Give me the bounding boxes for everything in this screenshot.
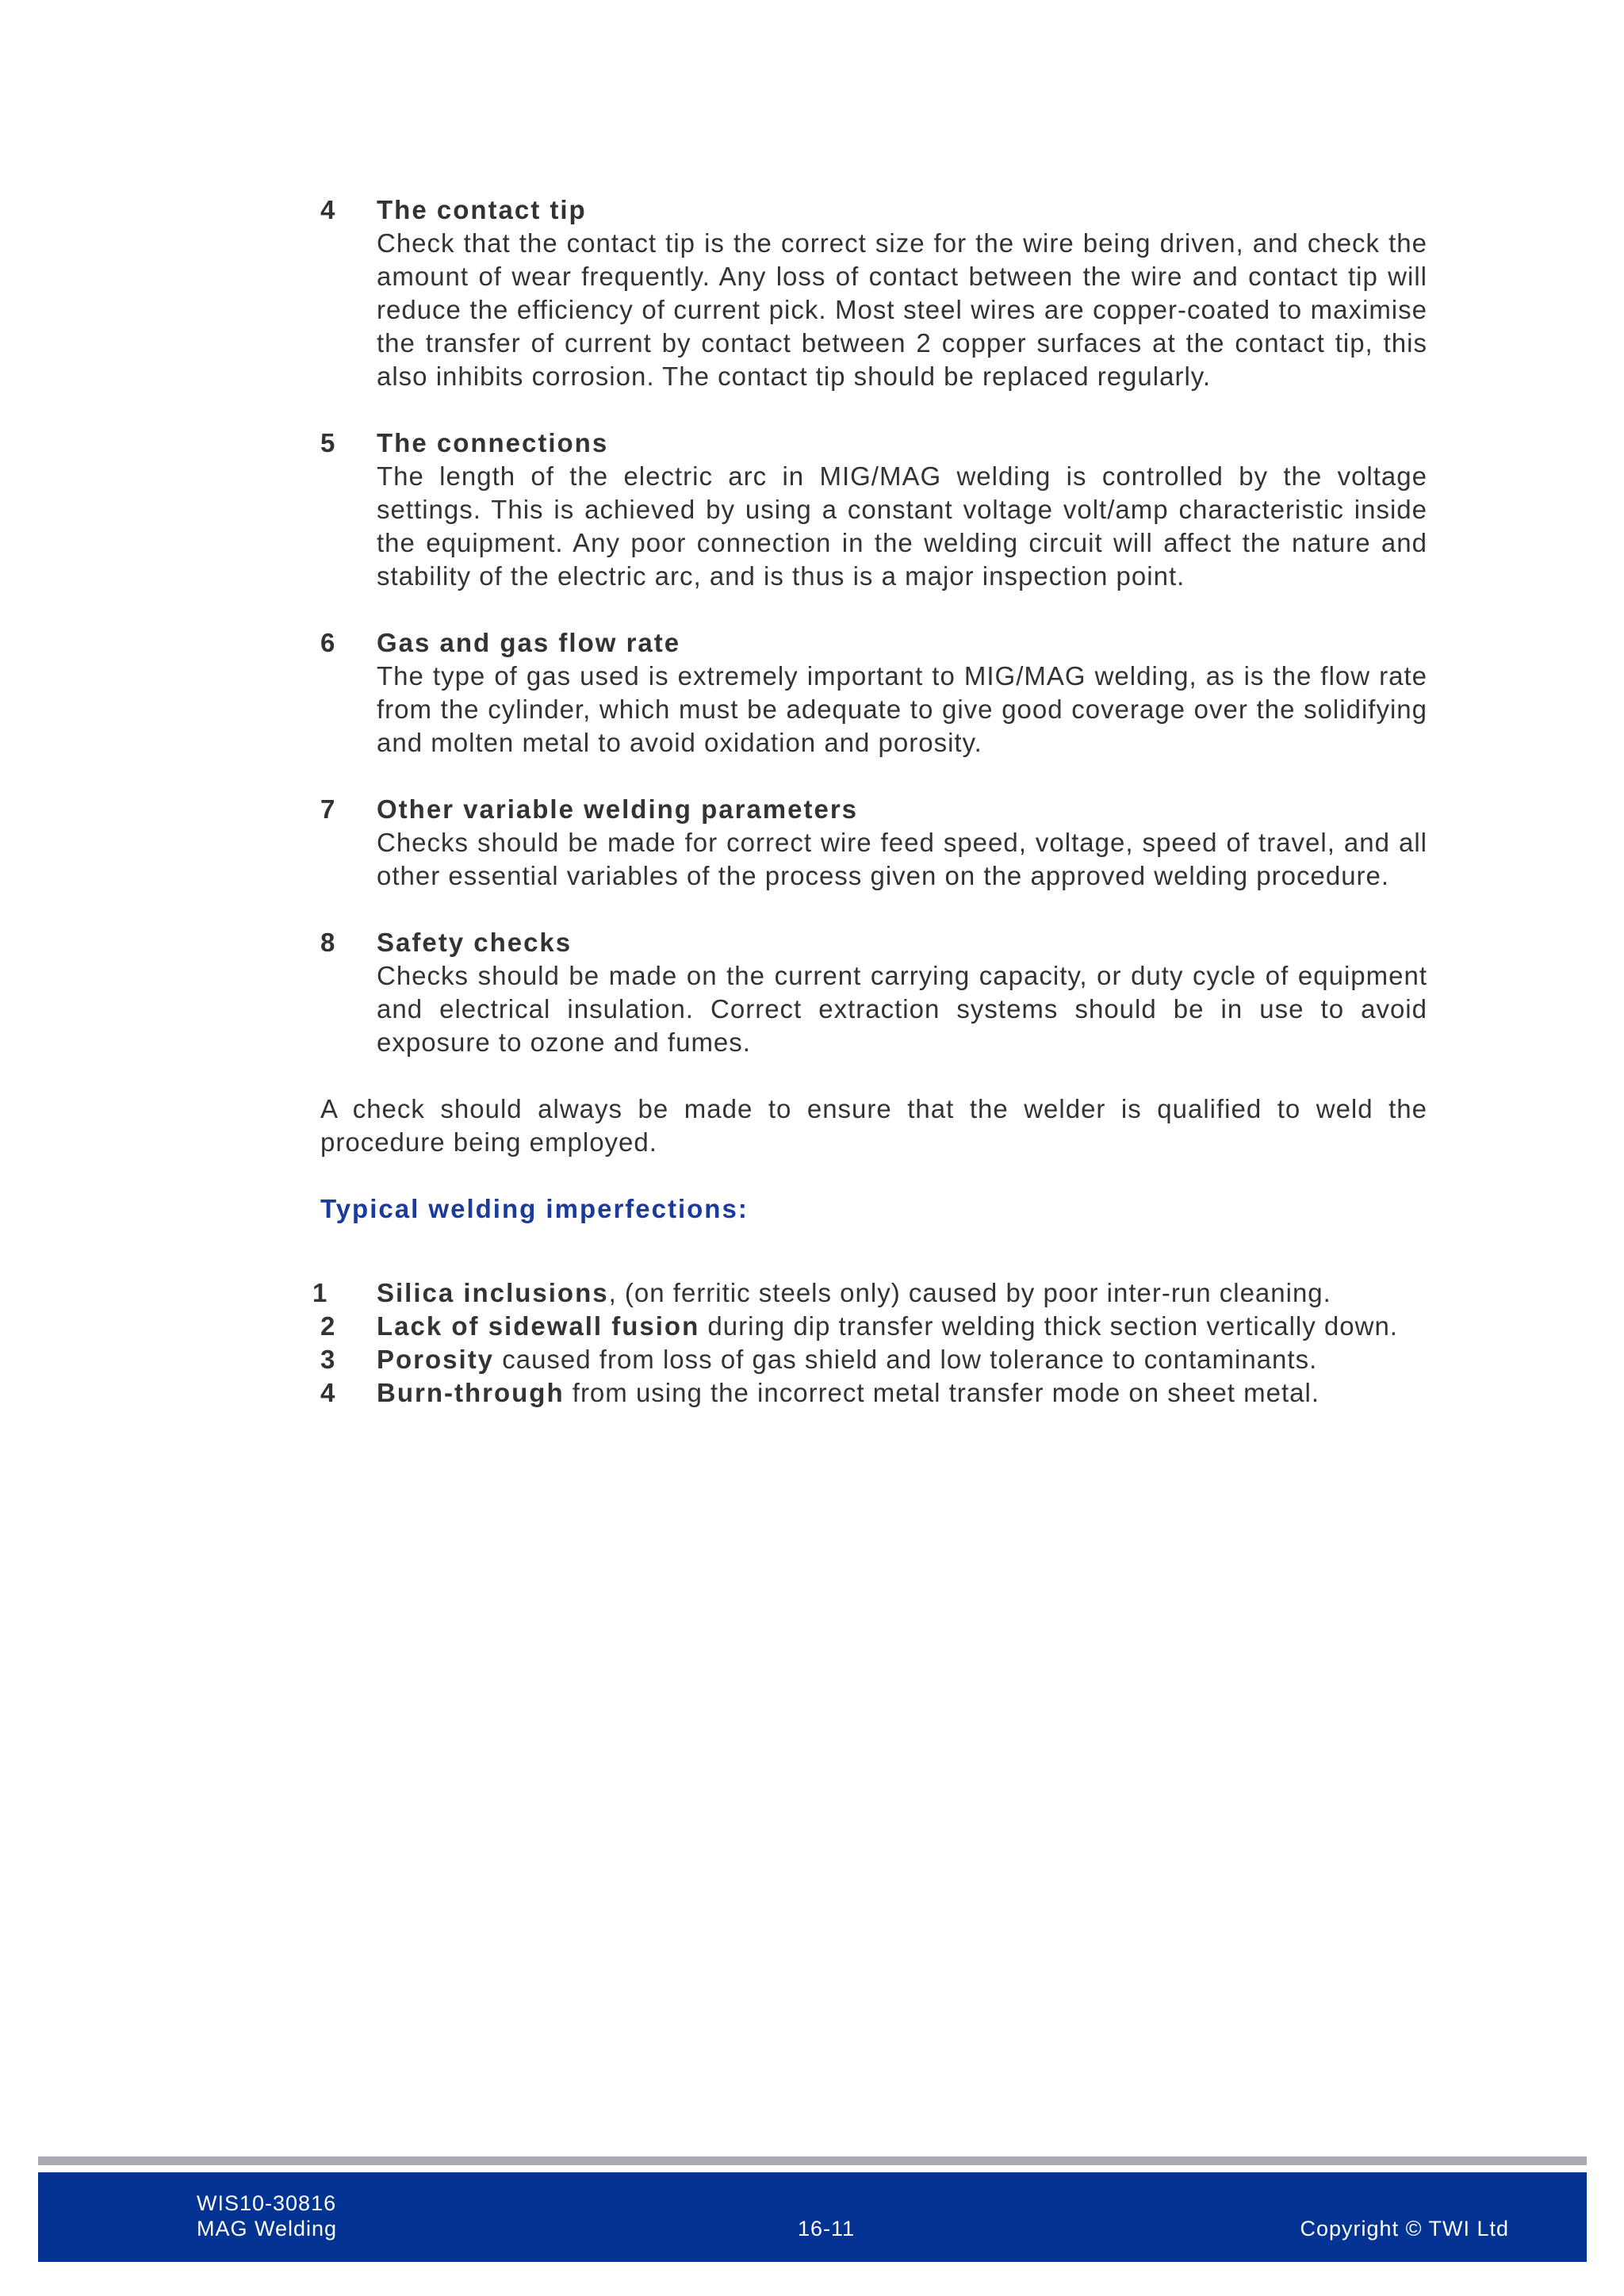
page-footer — [38, 2172, 1587, 2262]
imperfections-heading: Typical welding imperfections: — [320, 1194, 749, 1223]
item-heading: The contact tip — [377, 195, 587, 224]
item-number: 3 — [320, 1345, 336, 1374]
item-number: 5 — [320, 428, 336, 457]
footer-doc-id: WIS10-30816 — [197, 2191, 337, 2215]
checklist-item-contact-tip — [320, 193, 1427, 393]
item-body: The type of gas used is extremely important to MIG/MAG welding, as is the flow rate from the cylinder, which must be adequate to give good coverage over the solidifying and molten metal to avoid oxidation and porosity. — [377, 661, 1427, 757]
item-number: 6 — [320, 628, 336, 657]
footer-page-number: 16-11 — [798, 2217, 856, 2241]
imperfection-term: Porosity — [377, 1345, 495, 1374]
page-content — [312, 193, 1427, 1410]
imperfection-text: caused from loss of gas shield and low tolerance to contaminants. — [494, 1345, 1318, 1374]
imperfection-text: , (on ferritic steels only) caused by poor inter-run cleaning. — [608, 1278, 1331, 1307]
checklist-item-variable-parameters — [320, 793, 1427, 893]
imperfection-item — [320, 1343, 1427, 1376]
item-number: 7 — [320, 794, 336, 824]
footer-copyright: Copyright © TWI Ltd — [1300, 2217, 1509, 2241]
item-number: 4 — [320, 195, 336, 224]
imperfection-text: during dip transfer welding thick section vertically down. — [699, 1311, 1398, 1341]
closing-paragraph: A check should always be made to ensure that the welder is qualified to weld the procedure being employed. — [320, 1094, 1427, 1157]
item-number: 4 — [320, 1378, 336, 1407]
item-body: Checks should be made for correct wire feed speed, voltage, speed of travel, and all other essential variables of the process given on the approved welding procedure. — [377, 828, 1427, 890]
item-heading: The connections — [377, 428, 609, 457]
item-number: 8 — [320, 928, 336, 957]
item-body: Check that the contact tip is the correct size for the wire being driven, and check the amount of wear frequently. Any loss of contact between the wire and contact tip will reduce the efficiency of current pick. Most steel wires are copper-coated to maximise the transfer of current by contact between 2 copper surfaces at the contact tip, this also inhibits corrosion. The contact tip should be replaced regularly. — [377, 228, 1427, 391]
imperfection-item — [320, 1376, 1427, 1410]
imperfection-text: from using the incorrect metal transfer mode on sheet metal. — [564, 1378, 1320, 1407]
item-heading: Other variable welding parameters — [377, 794, 859, 824]
imperfection-item — [312, 1276, 1427, 1310]
footer-divider — [38, 2156, 1587, 2165]
checklist-item-connections — [320, 427, 1427, 593]
imperfections-list — [312, 1276, 1427, 1410]
item-body: The length of the electric arc in MIG/MAG welding is controlled by the voltage settings. This is achieved by using a constant voltage volt/amp characteristic inside the equipment. Any poor connection in the welding circuit will affect the nature and stability of the electric arc, and is thus is a major inspection point. — [377, 461, 1427, 591]
imperfection-item — [320, 1310, 1427, 1343]
imperfection-term: Lack of sidewall fusion — [377, 1311, 700, 1341]
item-heading: Safety checks — [377, 928, 573, 957]
footer-doc-name: MAG Welding — [197, 2217, 338, 2241]
item-number: 1 — [312, 1278, 328, 1307]
item-number: 2 — [320, 1311, 336, 1341]
checklist-item-gas-flow — [320, 626, 1427, 760]
imperfection-term: Silica inclusions — [377, 1278, 609, 1307]
imperfection-term: Burn-through — [377, 1378, 565, 1407]
item-body: Checks should be made on the current carrying capacity, or duty cycle of equipment and electrical insulation. Correct extraction systems should be in use to avoid exposure to ozone and fumes. — [377, 961, 1427, 1057]
checklist-item-safety-checks — [320, 926, 1427, 1059]
item-heading: Gas and gas flow rate — [377, 628, 681, 657]
